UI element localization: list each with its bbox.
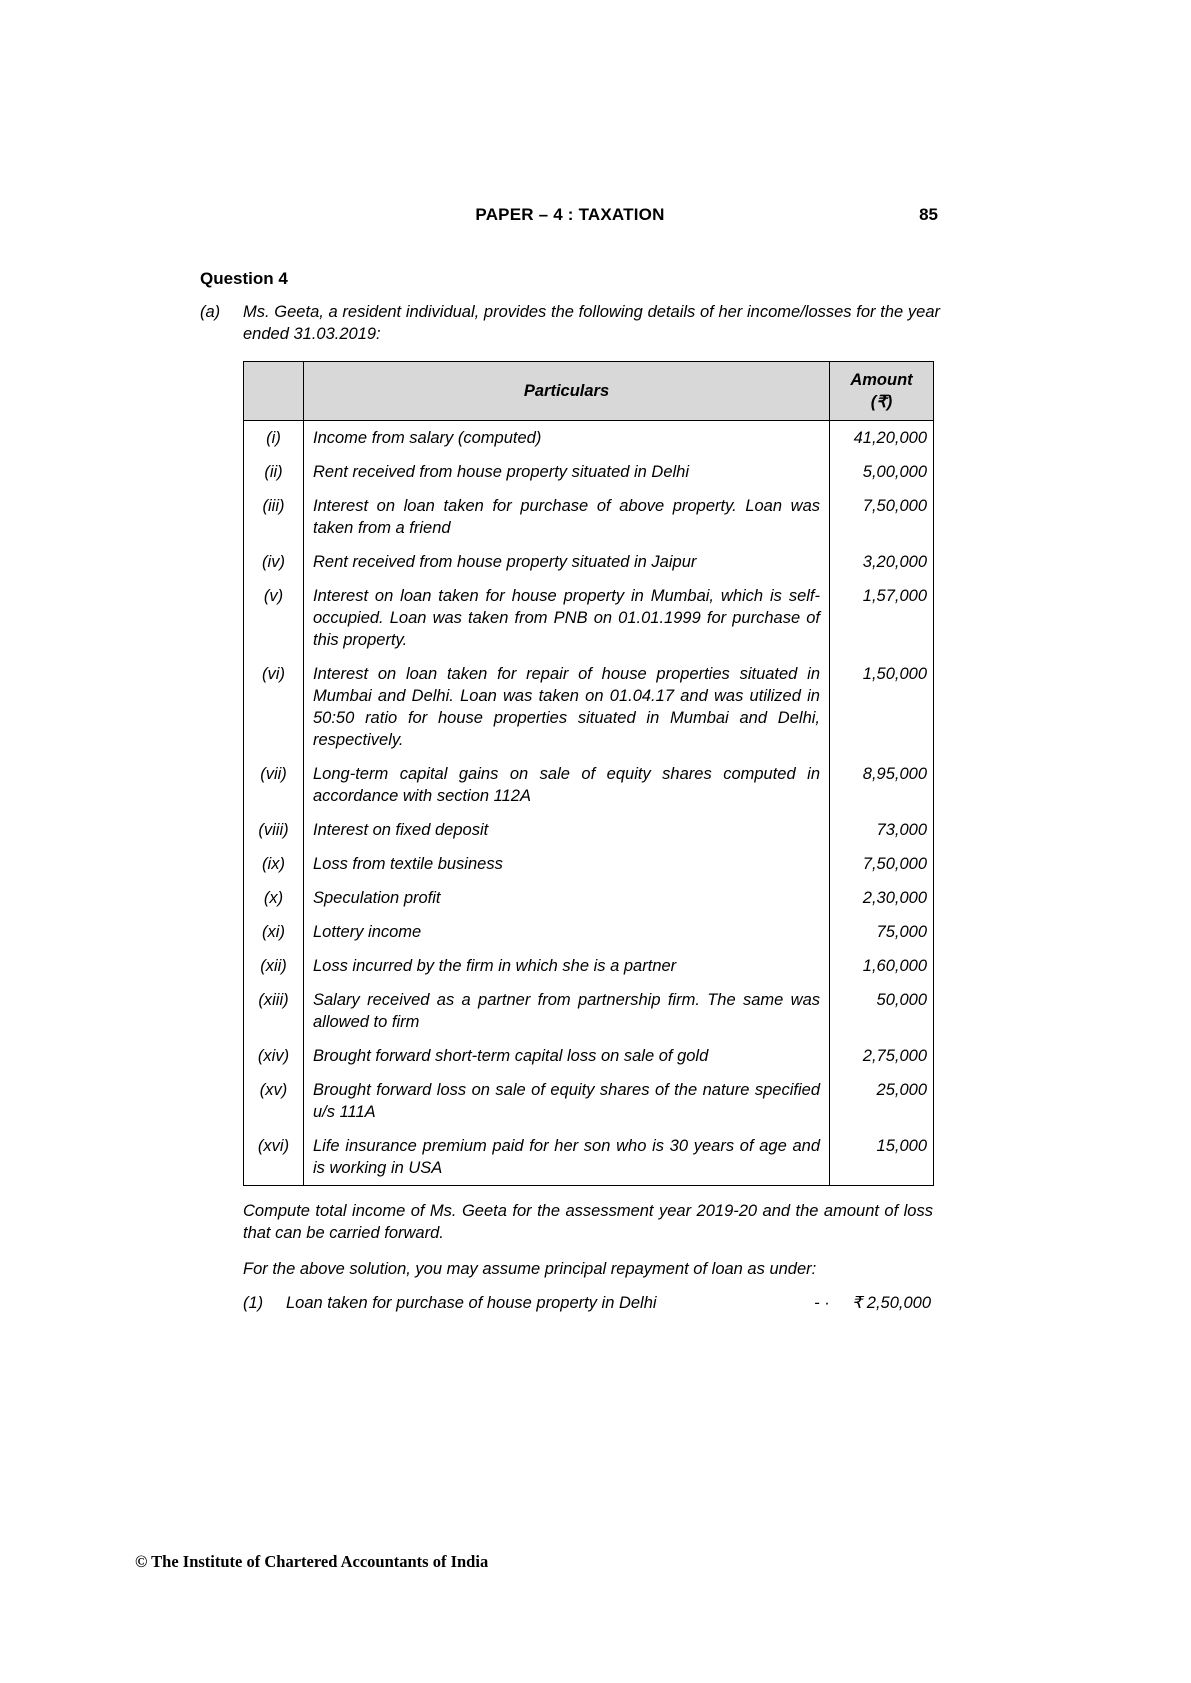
assumption-item-amount-group	[814, 1292, 933, 1314]
table-header-amount	[830, 362, 934, 421]
row-index: (i)	[244, 421, 304, 456]
page-content	[200, 205, 940, 1314]
page-header	[200, 205, 940, 229]
row-amount: 41,20,000	[830, 421, 934, 456]
row-index: (x)	[244, 881, 304, 915]
row-particulars: Interest on loan taken for purchase of above property. Loan was taken from a friend	[304, 489, 830, 545]
row-amount: 73,000	[830, 813, 934, 847]
row-index: (xvi)	[244, 1129, 304, 1186]
table-row	[244, 1039, 934, 1073]
question-heading: Question 4	[200, 269, 288, 288]
table-row	[244, 813, 934, 847]
assumption-item-dash: - ·	[814, 1294, 830, 1312]
table-header-amount-line2: (₹)	[870, 393, 893, 411]
row-particulars: Brought forward short-term capital loss on sale of gold	[304, 1039, 830, 1073]
row-particulars: Brought forward loss on sale of equity shares of the nature specified u/s 111A	[304, 1073, 830, 1129]
income-details-table	[243, 361, 934, 1186]
row-amount: 7,50,000	[830, 489, 934, 545]
table-row	[244, 949, 934, 983]
row-index: (ix)	[244, 847, 304, 881]
row-index: (vii)	[244, 757, 304, 813]
row-particulars: Interest on loan taken for repair of house properties situated in Mumbai and Delhi. Loan was taken on 01.04.17 and was utilized in 50:50 ratio for house properties situated in Mumbai and Delhi, respectively.	[304, 657, 830, 757]
row-index: (xv)	[244, 1073, 304, 1129]
table-row	[244, 881, 934, 915]
row-index: (xi)	[244, 915, 304, 949]
copyright-footer: © The Institute of Chartered Accountants of India	[135, 1552, 489, 1571]
row-particulars: Lottery income	[304, 915, 830, 949]
table-row	[244, 489, 934, 545]
row-particulars: Speculation profit	[304, 881, 830, 915]
row-particulars: Income from salary (computed)	[304, 421, 830, 456]
row-amount: 50,000	[830, 983, 934, 1039]
table-row	[244, 455, 934, 489]
table-row	[244, 983, 934, 1039]
page-header-title: PAPER – 4 : TAXATION	[475, 205, 665, 224]
row-amount: 75,000	[830, 915, 934, 949]
row-amount: 3,20,000	[830, 545, 934, 579]
row-index: (iii)	[244, 489, 304, 545]
row-index: (iv)	[244, 545, 304, 579]
row-index: (xiv)	[244, 1039, 304, 1073]
row-index: (xiii)	[244, 983, 304, 1039]
row-particulars: Salary received as a partner from partnership firm. The same was allowed to firm	[304, 983, 830, 1039]
row-amount: 15,000	[830, 1129, 934, 1186]
table-row	[244, 847, 934, 881]
row-index: (xii)	[244, 949, 304, 983]
row-particulars: Interest on loan taken for house property in Mumbai, which is self-occupied. Loan was taken from PNB on 01.01.1999 for purchase of this property.	[304, 579, 830, 657]
table-header-index	[244, 362, 304, 421]
table-header-amount-line1: Amount	[850, 371, 913, 389]
row-index: (v)	[244, 579, 304, 657]
table-row	[244, 421, 934, 456]
table-header-particulars: Particulars	[304, 362, 830, 421]
compute-instruction: Compute total income of Ms. Geeta for the assessment year 2019-20 and the amount of loss that can be carried forward.	[243, 1202, 933, 1242]
question-intro-text: Ms. Geeta, a resident individual, provides the following details of her income/losses for the year ended 31.03.2019:	[243, 303, 940, 343]
row-particulars: Loss incurred by the firm in which she is a partner	[304, 949, 830, 983]
table-row	[244, 579, 934, 657]
row-amount: 1,50,000	[830, 657, 934, 757]
row-index: (viii)	[244, 813, 304, 847]
row-particulars: Loss from textile business	[304, 847, 830, 881]
row-amount: 2,75,000	[830, 1039, 934, 1073]
question-body	[243, 361, 933, 1314]
row-particulars: Life insurance premium paid for her son who is 30 years of age and is working in USA	[304, 1129, 830, 1186]
row-amount: 2,30,000	[830, 881, 934, 915]
question-intro-row	[200, 301, 940, 345]
row-amount: 7,50,000	[830, 847, 934, 881]
row-index: (vi)	[244, 657, 304, 757]
row-amount: 8,95,000	[830, 757, 934, 813]
row-particulars: Long-term capital gains on sale of equity shares computed in accordance with section 112A	[304, 757, 830, 813]
assumption-instruction: For the above solution, you may assume principal repayment of loan as under:	[243, 1260, 817, 1278]
row-index: (ii)	[244, 455, 304, 489]
table-header-row	[244, 362, 934, 421]
table-row	[244, 1073, 934, 1129]
row-amount: 25,000	[830, 1073, 934, 1129]
row-particulars: Rent received from house property situated in Delhi	[304, 455, 830, 489]
row-amount: 1,60,000	[830, 949, 934, 983]
assumption-item-label: (1)	[243, 1294, 264, 1312]
table-row	[244, 757, 934, 813]
table-row	[244, 1129, 934, 1186]
assumption-item-amount: ₹ 2,50,000	[851, 1294, 931, 1312]
assumption-item-text: Loan taken for purchase of house property in Delhi	[286, 1294, 657, 1312]
row-amount: 1,57,000	[830, 579, 934, 657]
table-row	[244, 915, 934, 949]
table-row	[244, 545, 934, 579]
row-particulars: Rent received from house property situated in Jaipur	[304, 545, 830, 579]
table-row	[244, 657, 934, 757]
question-part-label: (a)	[200, 303, 221, 321]
row-particulars: Interest on fixed deposit	[304, 813, 830, 847]
assumption-item	[243, 1292, 933, 1314]
page-number: 85	[919, 205, 938, 224]
table-head	[244, 362, 934, 421]
table-body	[244, 421, 934, 1186]
row-amount: 5,00,000	[830, 455, 934, 489]
